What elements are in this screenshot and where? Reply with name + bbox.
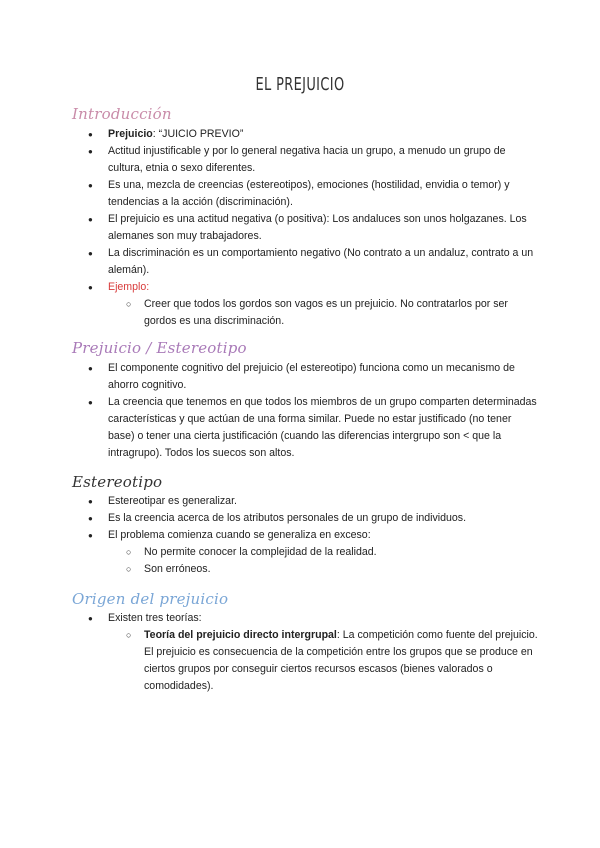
sublist-item — [126, 627, 538, 695]
list-item: ● La discriminación es un comportamiento negativo (No contrato a un andaluz, contrato a un alemán). — [88, 245, 538, 279]
sublist-ejemplo — [126, 296, 538, 330]
sublist-item: ○ Son erróneos. — [126, 561, 538, 578]
prejuicio-label: Prejuicio — [108, 128, 153, 140]
ejemplo-label: Ejemplo: — [108, 281, 150, 293]
list-introduccion — [88, 126, 538, 330]
list-item — [88, 126, 538, 143]
list-item: ● Es la creencia acerca de los atributos personales de un grupo de individuos. — [88, 510, 538, 527]
sublist-estereotipo — [126, 544, 538, 578]
sublist-item: ○ No permite conocer la complejidad de la realidad. — [126, 544, 538, 561]
list-item: ● Estereotipar es generalizar. — [88, 493, 538, 510]
list-item: ● El componente cognitivo del prejuicio (el estereotipo) funciona como un mecanismo de ahorro cognitivo. — [88, 360, 538, 394]
list-item-text: Existen tres teorías: — [108, 612, 202, 624]
list-origen — [88, 610, 538, 695]
list-estereotipo — [88, 493, 538, 578]
page-title: EL PREJUICIO — [255, 74, 345, 95]
list-item: ● La creencia que tenemos en que todos los miembros de un grupo comparten determinadas características y que actúan de una forma similar. Puede no estar justificado (no tener base) o tener una cierta justificación (cuando las diferencias intergrupo son < que la intragrupo). Todos los suecos son altos. — [88, 394, 538, 462]
list-prejuicio-estereotipo — [88, 360, 538, 462]
sublist-item: ○ Creer que todos los gordos son vagos es un prejuicio. No contratarlos por ser gordos es una discriminación. — [126, 296, 538, 330]
prejuicio-text: : “JUICIO PREVIO” — [152, 128, 244, 140]
list-item — [88, 527, 538, 578]
teoria-text: : La competición como fuente del prejuicio. El prejuicio es consecuencia de la competición entre los grupos que se produce en ciertos grupos por conseguir ciertos recursos escasos (bienes valorados o comodidades). — [144, 629, 538, 692]
list-item-text: El problema comienza cuando se generaliza en exceso: — [108, 529, 371, 541]
list-item: ● Actitud injustificable y por lo general negativa hacia un grupo, a menudo un grupo de cultura, etnia o sexo diferentes. — [88, 143, 538, 177]
heading-prejuicio-estereotipo: Prejuicio / Estereotipo — [72, 339, 247, 357]
list-item-ejemplo — [88, 279, 538, 330]
list-item — [88, 610, 538, 695]
list-item: ● Es una, mezcla de creencias (estereotipos), emociones (hostilidad, envidia o temor) y tendencias a la acción (discriminación). — [88, 177, 538, 211]
teoria-label: Teoría del prejuicio directo intergrupal — [144, 629, 337, 641]
heading-estereotipo: Estereotipo — [72, 473, 163, 491]
sublist-origen — [126, 627, 538, 695]
list-item: ● El prejuicio es una actitud negativa (o positiva): Los andaluces son unos holgazanes. Los alemanes son muy trabajadores. — [88, 211, 538, 245]
heading-origen: Origen del prejuicio — [72, 590, 229, 608]
heading-introduccion: Introducción — [72, 105, 172, 123]
